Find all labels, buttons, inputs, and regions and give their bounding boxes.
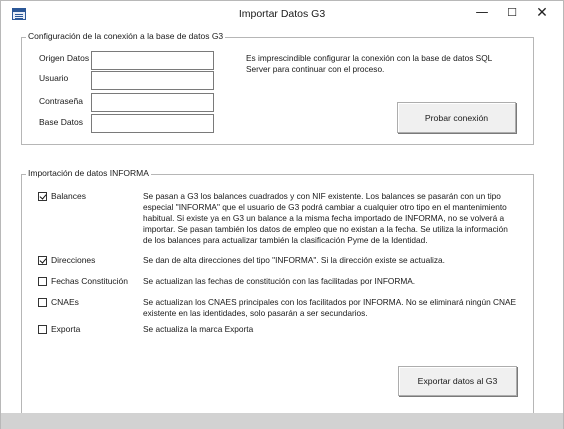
window-title: Importar Datos G3: [238, 8, 326, 20]
cnaes-label: CNAEs: [51, 297, 79, 307]
connection-group-legend: Configuración de la conexión a la base de datos G3: [28, 31, 224, 41]
close-button[interactable]: ✕: [536, 5, 548, 21]
status-bar: [1, 413, 563, 429]
test-connection-button[interactable]: Probar conexión: [397, 102, 516, 133]
import-group-legend: Importación de datos INFORMA: [28, 168, 149, 178]
origen-datos-label: Origen Datos: [39, 53, 90, 63]
exporta-description: Se actualiza la marca Exporta: [143, 324, 254, 334]
export-g3-button[interactable]: Exportar datos al G3: [398, 366, 517, 396]
contrasena-label: Contraseña: [39, 96, 83, 106]
usuario-input[interactable]: [91, 71, 214, 90]
origen-datos-input[interactable]: [91, 51, 214, 70]
balances-label: Balances: [51, 191, 86, 201]
contrasena-input[interactable]: [91, 93, 214, 112]
usuario-label: Usuario: [39, 73, 69, 83]
direcciones-description: Se dan de alta direcciones del tipo "INFORMA". Si la dirección existe se actualiza.: [143, 255, 445, 265]
fechas-constitucion-label: Fechas Constitución: [51, 276, 129, 286]
base-datos-label: Base Datos: [39, 117, 83, 127]
exporta-label: Exporta: [51, 324, 81, 334]
direcciones-label: Direcciones: [51, 255, 96, 265]
fechas-constitucion-description: Se actualizan las fechas de constitución con las facilitadas por INFORMA.: [143, 276, 416, 286]
fechas-constitucion-checkbox[interactable]: [38, 277, 47, 286]
maximize-button[interactable]: ☐: [507, 6, 517, 19]
cnaes-description: Se actualizan los CNAES principales con los facilitados por INFORMA. No se eliminará ningún CNAE existente en las identidades, solo pasarán a ser secundarios.: [143, 297, 517, 318]
balances-checkbox[interactable]: [38, 192, 47, 201]
exporta-checkbox[interactable]: [38, 325, 47, 334]
cnaes-checkbox[interactable]: [38, 298, 47, 307]
direcciones-checkbox[interactable]: [38, 256, 47, 265]
title-bar[interactable]: [1, 1, 563, 28]
balances-description: Se pasan a G3 los balances cuadrados y con NIF existente. Los balances se pasarán con un tipo especial "INFORMA" que el usuario de G3 podrá cambiar a cualquier otro tipo en el mantenimiento habitual. Si existe ya en G3 un balance a la misma fecha importado de INFORMA, no se volverá a importar. Se pasan también los datos de empleo que no existan a la fecha. Se utiliza la información de los balances para actualizar también la clasificación Pyme de la Identidad.: [143, 191, 508, 245]
connection-info-text: Es imprescindible configurar la conexión con la base de datos SQL Server para continuar con el proceso.: [246, 53, 492, 74]
base-datos-input[interactable]: [91, 114, 214, 133]
minimize-button[interactable]: —: [475, 5, 489, 20]
